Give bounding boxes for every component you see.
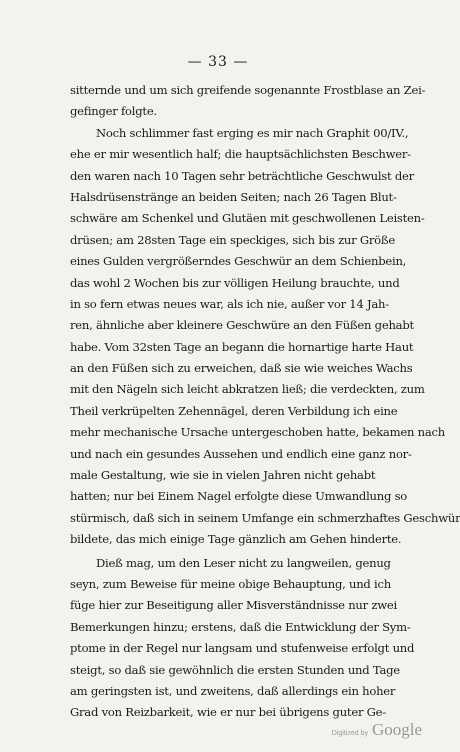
text-line: mit den Nägeln sich leicht abkratzen ließ; die verdeckten, zum bbox=[70, 382, 425, 397]
text-line: drüsen; am 28sten Tage ein speckiges, sich bis zur Größe bbox=[70, 232, 396, 247]
text-line: am geringsten ist, und zweitens, daß allerdings ein hoher bbox=[70, 683, 396, 698]
text-line: male Gestaltung, wie sie in vielen Jahren nicht gehabt bbox=[70, 468, 376, 483]
text-line: schwäre am Schenkel und Glutäen mit geschwollenen Leisten- bbox=[70, 211, 425, 226]
digitization-watermark bbox=[332, 720, 422, 740]
text-line: an den Füßen sich zu erweichen, daß sie wie weiches Wachs bbox=[70, 361, 413, 376]
text-line: steigt, so daß sie gewöhnlich die ersten Stunden und Tage bbox=[70, 662, 400, 677]
text-line: Theil verkrüpelten Zehennägel, deren Verbildung ich eine bbox=[70, 403, 398, 418]
text-line: Halsdrüsenstränge an beiden Seiten; nach 26 Tagen Blut- bbox=[70, 189, 397, 204]
text-line: sitternde und um sich greifende sogenannte Frostblase an Zei- bbox=[70, 83, 426, 97]
text-line: seyn, zum Beweise für meine obige Behauptung, und ich bbox=[70, 576, 391, 591]
page-number: — 33 — bbox=[187, 54, 249, 70]
text-line: gefinger folgte. bbox=[70, 104, 157, 119]
text-line: eines Gulden vergrößerndes Geschwür an dem Schienbein, bbox=[70, 254, 407, 269]
text-line: füge hier zur Beseitigung aller Misverständnisse nur zwei bbox=[70, 598, 397, 613]
text-line: den waren nach 10 Tagen sehr beträchtliche Geschwulst der bbox=[70, 168, 414, 183]
text-line: Grad von Reizbarkeit, wie er nur bei übrigens guter Ge- bbox=[70, 705, 386, 720]
text-line: stürmisch, daß sich in seinem Umfange ein schmerzhaftes Geschwür bbox=[70, 510, 460, 525]
text-line: habe. Vom 32sten Tage an begann die hornartige harte Haut bbox=[70, 339, 414, 354]
paragraph-start-line: Noch schlimmer fast erging es mir nach Graphit 00/IV., bbox=[96, 125, 409, 140]
text-line: und nach ein gesundes Aussehen und endlich eine ganz nor- bbox=[70, 446, 412, 461]
text-line: bildete, das mich einige Tage gänzlich am Gehen hinderte. bbox=[70, 532, 402, 547]
text-line: mehr mechanische Ursache untergeschoben hatte, bekamen nach bbox=[70, 425, 445, 440]
google-logo: Google bbox=[371, 720, 422, 739]
paragraph-start-line: Dieß mag, um den Leser nicht zu langweilen, genug bbox=[96, 555, 391, 570]
body-text bbox=[70, 80, 460, 724]
text-line: Bemerkungen hinzu; erstens, daß die Entwicklung der Sym- bbox=[70, 619, 411, 634]
text-line: ren, ähnliche aber kleinere Geschwüre an den Füßen gehabt bbox=[70, 318, 414, 333]
watermark-prefix: Digitized by bbox=[331, 730, 368, 737]
text-line: hatten; nur bei Einem Nagel erfolgte diese Umwandlung so bbox=[70, 489, 408, 504]
text-line: ehe er mir wesentlich half; die hauptsächlichsten Beschwer- bbox=[70, 147, 411, 162]
text-line: das wohl 2 Wochen bis zur völligen Heilung brauchte, und bbox=[70, 275, 400, 290]
text-line: in so fern etwas neues war, als ich nie, außer vor 14 Jah- bbox=[70, 296, 389, 311]
text-line: ptome in der Regel nur langsam und stufenweise erfolgt und bbox=[70, 641, 415, 656]
